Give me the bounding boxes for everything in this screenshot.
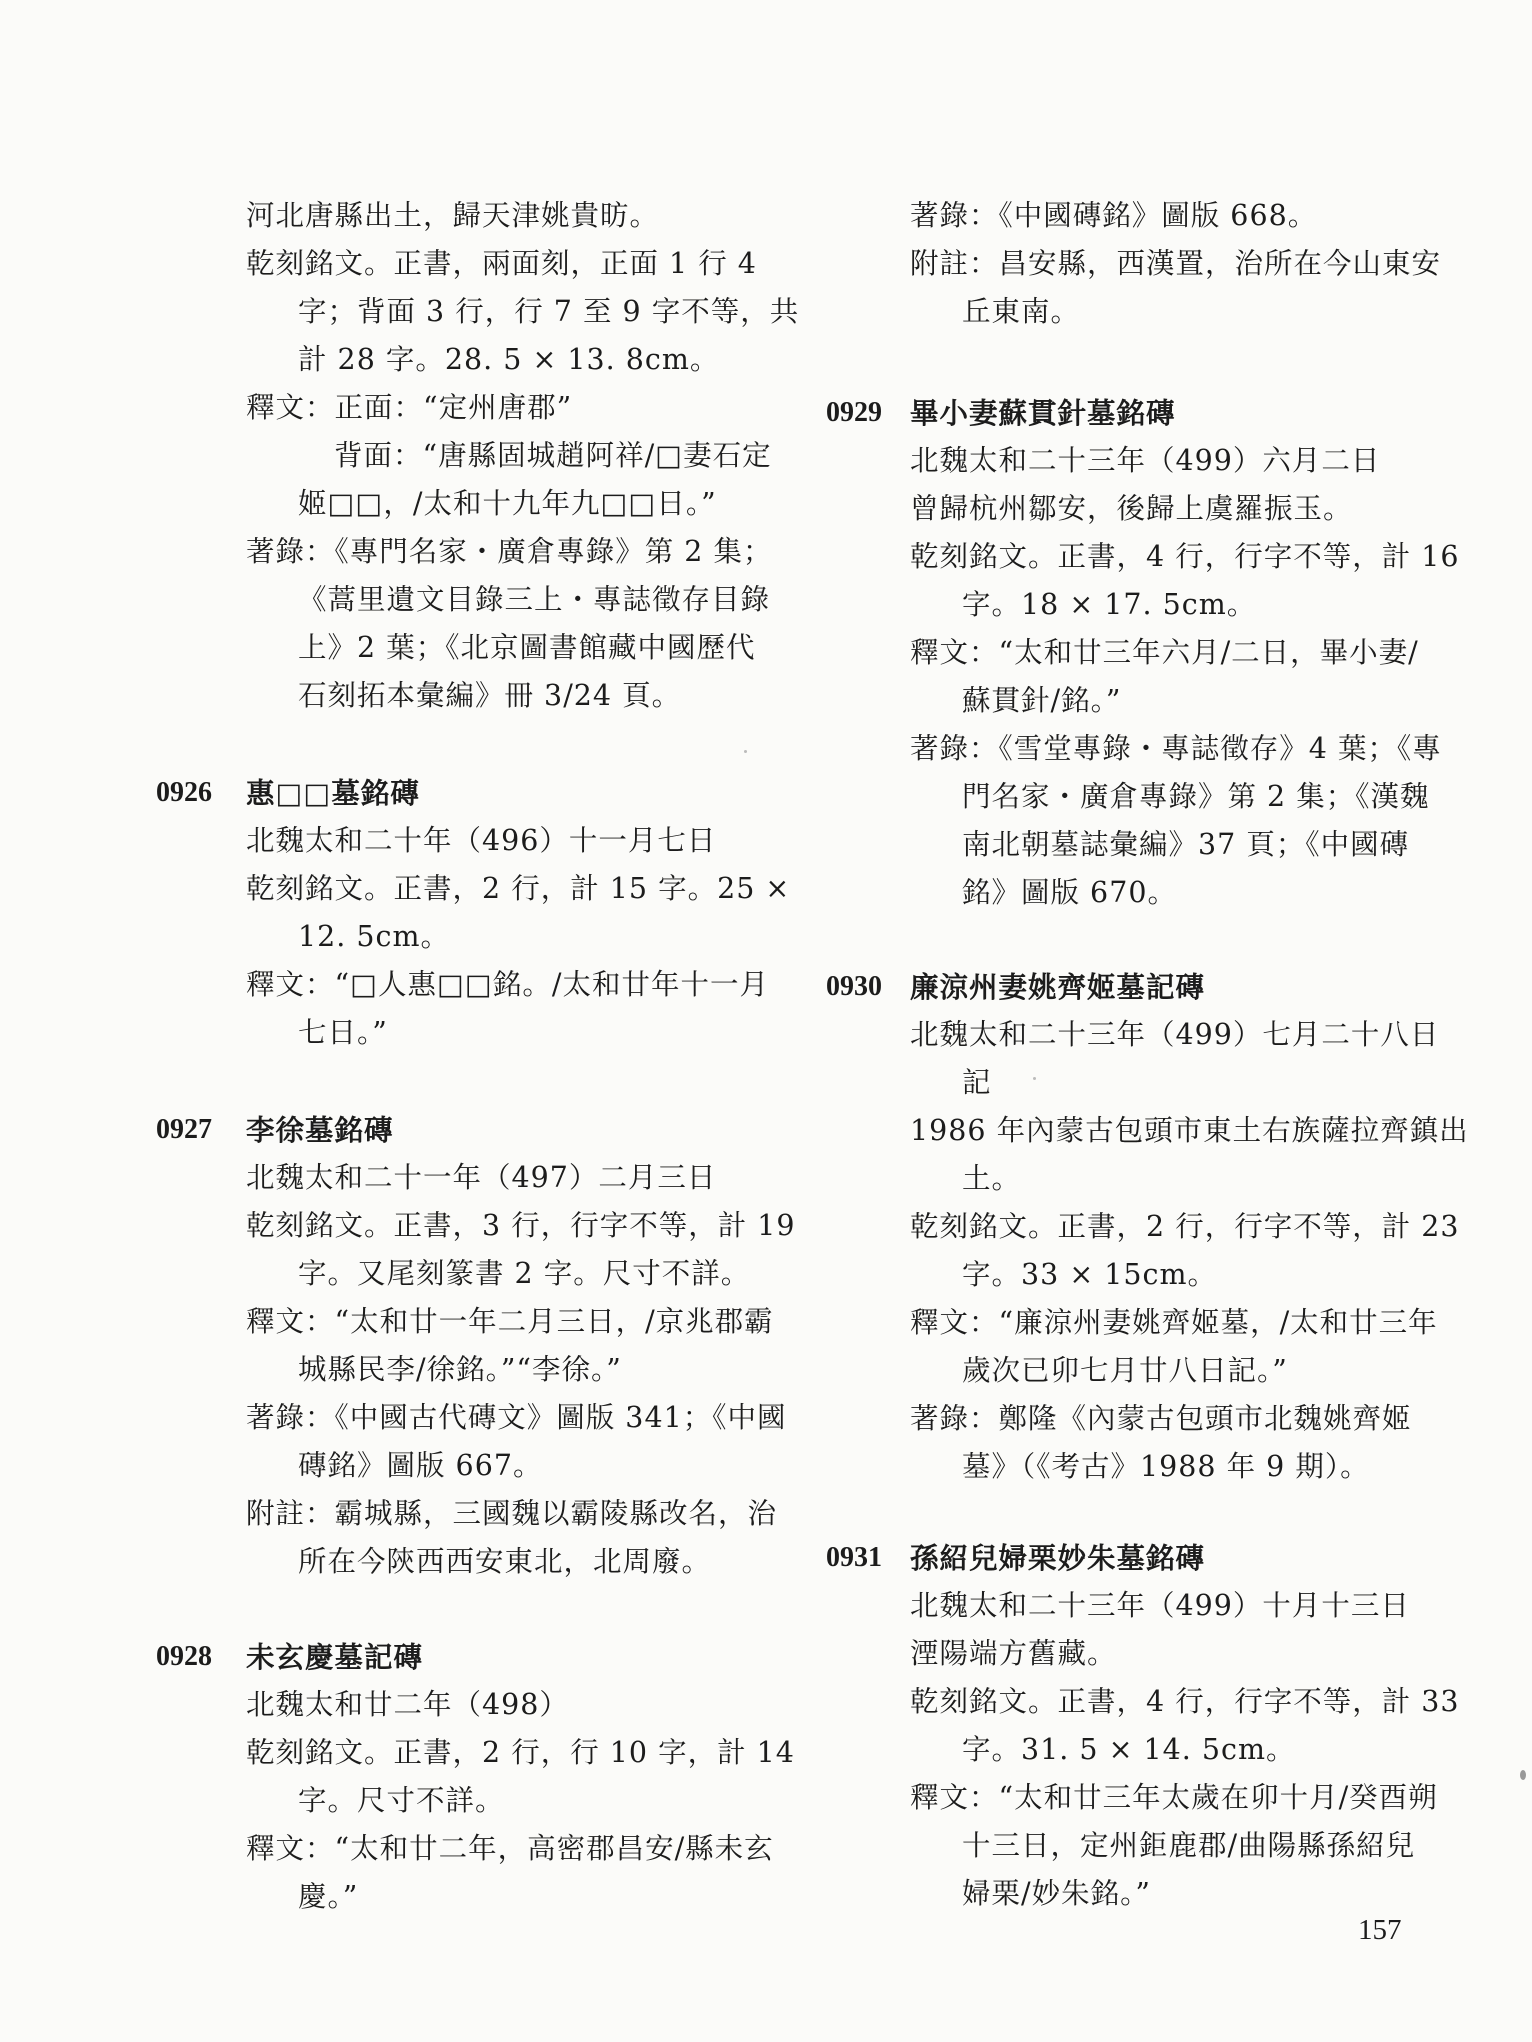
text-line: 釋文：“□人惠□□銘。/太和廿年十一月 [246,968,769,1001]
text-line: 字。尺寸不詳。 [298,1784,505,1817]
text-line: 七日。” [298,1016,388,1049]
entry-title: 未玄慶墓記磚 [246,1640,424,1674]
text-line: 南北朝墓誌彙編》37 頁；《中國磚 [962,828,1410,861]
text-line: 乾刻銘文。正書，4 行，行字不等，計 16 [910,540,1460,573]
text-line: 背面：“唐縣固城趙阿祥/□妻石定 [334,439,772,472]
text-line: 姬□□，/太和十九年九□□日。” [298,487,717,520]
text-line: 著錄：《雪堂專錄・專誌徵存》4 葉；《專 [910,732,1442,765]
text-line: 釋文：“太和廿二年，高密郡昌安/縣未玄 [246,1832,774,1865]
text-line: 十三日，定州鉅鹿郡/曲陽縣孫紹兒 [962,1829,1416,1862]
text-line: 12. 5cm。 [298,920,451,953]
text-line: 銘》圖版 670。 [962,876,1177,909]
entry-number: 0927 [156,1114,212,1145]
entry-number: 0926 [156,777,212,808]
text-line: 歲次已卯七月廿八日記。” [962,1354,1288,1387]
text-line: 婦栗/妙朱銘。” [962,1877,1151,1910]
text-line: 北魏太和二十三年（499）十月十三日 [910,1589,1410,1622]
text-line: 記 [962,1066,992,1099]
entry-number: 0930 [826,971,882,1002]
text-line: 釋文：“廉涼州妻姚齊姬墓，/太和廿三年 [910,1306,1438,1339]
text-line: 上》2 葉；《北京圖書館藏中國歷代 [298,631,756,664]
text-line: 城縣民李/徐銘。”“李徐。” [298,1353,622,1386]
text-line: 字。31. 5 × 14. 5cm。 [962,1733,1296,1766]
text-line: 釋文：正面：“定州唐郡” [246,391,573,424]
text-line: 附註：昌安縣，西漢置，治所在今山東安 [910,247,1442,280]
entry-number: 0931 [826,1542,882,1573]
scan-speck [744,750,747,753]
entry-title: 惠□□墓銘磚 [246,776,420,810]
text-line: 慶。” [298,1880,359,1913]
text-line: 著錄：《中國磚銘》圖版 668。 [910,199,1318,232]
text-line: 乾刻銘文。正書，2 行，計 15 字。25 × [246,872,791,905]
text-line: 墓》（《考古》1988 年 9 期）。 [962,1450,1370,1483]
text-line: 磚銘》圖版 667。 [298,1449,543,1482]
text-line: 石刻拓本彙編》冊 3/24 頁。 [298,679,682,712]
text-line: 土。 [962,1162,1022,1195]
text-line: 丘東南。 [962,295,1081,328]
entry-title: 孫紹兒婦栗妙朱墓銘磚 [910,1541,1206,1575]
text-line: 字。18 × 17. 5cm。 [962,588,1257,621]
text-line: 乾刻銘文。正書，2 行，行字不等，計 23 [910,1210,1460,1243]
text-line: 北魏太和二十年（496）十一月七日 [246,824,717,857]
page-number: 157 [1358,1914,1402,1946]
entry-title: 廉涼州妻姚齊姬墓記磚 [910,970,1206,1004]
entry-number: 0929 [826,397,882,428]
text-line: 乾刻銘文。正書，2 行，行 10 字，計 14 [246,1736,795,1769]
text-line: 曾歸杭州鄒安，後歸上虞羅振玉。 [910,492,1353,525]
text-line: 北魏太和廿二年（498） [246,1688,569,1721]
text-line: 河北唐縣出土，歸天津姚貴昉。 [246,199,660,232]
entry-number: 0928 [156,1641,212,1672]
text-line: 釋文：“太和廿三年太歲在卯十月/癸酉朔 [910,1781,1438,1814]
text-line: 字。33 × 15cm。 [962,1258,1218,1291]
text-line: 門名家・廣倉專錄》第 2 集；《漢魏 [962,780,1430,813]
entry-title: 李徐墓銘磚 [246,1113,394,1147]
text-line: 釋文：“太和廿三年六月/二日，畢小妻/ [910,636,1419,669]
text-line: 北魏太和二十三年（499）七月二十八日 [910,1018,1440,1051]
text-line: 乾刻銘文。正書，3 行，行字不等，計 19 [246,1209,796,1242]
text-line: 著錄：鄭隆《內蒙古包頭市北魏姚齊姬 [910,1402,1412,1435]
text-line: 著錄：《專門名家・廣倉專錄》第 2 集； [246,535,773,568]
text-line: 乾刻銘文。正書，4 行，行字不等，計 33 [910,1685,1460,1718]
text-line: 湮陽端方舊藏。 [910,1637,1117,1670]
entry-title: 畢小妻蘇貫針墓銘磚 [910,396,1176,430]
text-line: 北魏太和二十一年（497）二月三日 [246,1161,717,1194]
text-line: 釋文：“太和廿一年二月三日，/京兆郡霸 [246,1305,774,1338]
scan-speck [1520,1770,1526,1780]
text-line: 《蒿里遺文目錄三上・專誌徵存目錄 [298,583,771,616]
text-line: 附註：霸城縣，三國魏以霸陵縣改名，治 [246,1497,778,1530]
text-line: 著錄：《中國古代磚文》圖版 341；《中國 [246,1401,787,1434]
text-line: 北魏太和二十三年（499）六月二日 [910,444,1381,477]
text-line: 所在今陝西西安東北，北周廢。 [298,1545,712,1578]
text-line: 蘇貫針/銘。” [962,684,1122,717]
text-line: 乾刻銘文。正書，兩面刻，正面 1 行 4 [246,247,757,280]
text-line: 計 28 字。28. 5 × 13. 8cm。 [298,343,720,376]
text-line: 字；背面 3 行，行 7 至 9 字不等，共 [298,295,800,328]
text-line: 字。又尾刻篆書 2 字。尺寸不詳。 [298,1257,751,1290]
text-line: 1986 年內蒙古包頭市東土右族薩拉齊鎮出 [910,1114,1469,1147]
scan-speck [1033,1077,1036,1080]
